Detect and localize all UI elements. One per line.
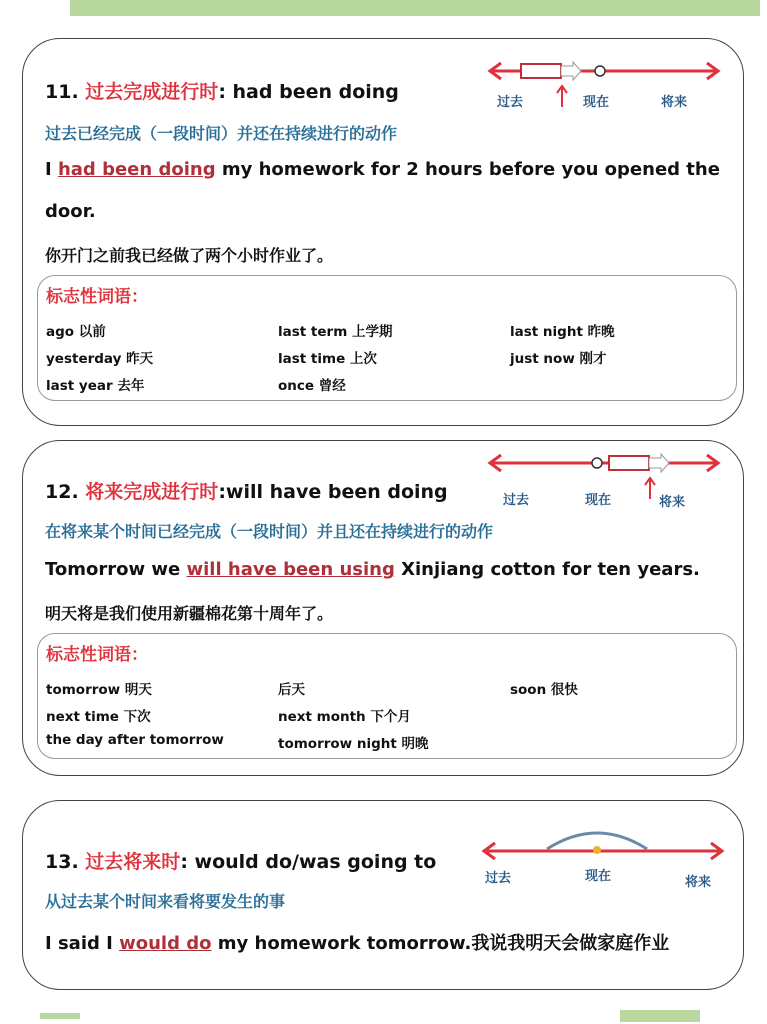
tense-description: 在将来某个时间已经完成（一段时间）并且还在持续进行的动作 [45, 522, 494, 541]
up-arrow-icon [553, 83, 573, 109]
keyword: soon 很快 [510, 682, 578, 698]
example-pre: Tomorrow we [45, 559, 187, 580]
section-title [45, 477, 448, 504]
decorative-green-band [70, 0, 760, 16]
tense-name: 将来完成进行时 [85, 481, 219, 503]
timeline-future: 将来 [659, 495, 686, 510]
timeline-arrow-icon [485, 57, 725, 87]
tense-formula: : would do/was going to [180, 851, 437, 873]
keyword: last term 上学期 [278, 324, 393, 340]
timeline-arc-icon [479, 821, 729, 861]
keyword: once 曾经 [278, 378, 346, 394]
example-highlight: had been doing [57, 159, 216, 180]
timeline-diagram [479, 821, 729, 891]
keyword: next month 下个月 [278, 709, 411, 725]
keyword: tomorrow 明天 [46, 682, 152, 698]
tense-name: 过去完成进行时 [85, 81, 219, 103]
tense-description: 过去已经完成（一段时间）并还在持续进行的动作 [45, 124, 398, 143]
timeline-now: 现在 [585, 493, 612, 508]
section-title [45, 77, 399, 104]
example-highlight: will have been using [186, 559, 395, 580]
tense-description: 从过去某个时间来看将要发生的事 [45, 892, 286, 911]
keyword: yesterday 昨天 [46, 351, 154, 367]
decorative-green-mark [620, 1010, 700, 1022]
timeline-past: 过去 [485, 871, 512, 886]
keywords-box [37, 633, 737, 759]
example-pre: I [45, 159, 58, 180]
example-sentence-line2: door. [45, 201, 96, 222]
example-sentence [45, 159, 720, 180]
section-title [45, 847, 436, 874]
section-12-card [22, 440, 744, 776]
keyword: last night 昨晚 [510, 324, 615, 340]
example-sentence [45, 929, 669, 955]
tense-formula: :will have been doing [218, 481, 448, 503]
keyword: last year 去年 [46, 378, 145, 394]
keyword: last time 上次 [278, 351, 377, 367]
section-13-card [22, 800, 744, 990]
section-11-card [22, 38, 744, 426]
keyword: tomorrow night 明晚 [278, 736, 429, 752]
timeline-past: 过去 [497, 95, 524, 110]
example-post: my homework for 2 hours before you opened the [215, 159, 720, 180]
example-cn: 我说我明天会做家庭作业 [471, 933, 670, 954]
section-number: 12. [45, 481, 79, 503]
timeline-diagram [485, 57, 725, 113]
example-post: my homework tomorrow. [211, 933, 472, 954]
tense-name: 过去将来时 [85, 851, 181, 873]
example-post: Xinjiang cotton for ten years. [394, 559, 700, 580]
timeline-now: 现在 [583, 95, 610, 110]
section-number: 11. [45, 81, 79, 103]
decorative-green-mark [40, 1013, 80, 1019]
keywords-title: 标志性词语： [46, 287, 148, 307]
example-pre: I said I [45, 933, 120, 954]
timeline-future: 将来 [661, 95, 688, 110]
translation: 明天将是我们使用新疆棉花第十周年了。 [45, 604, 334, 623]
timeline-diagram [485, 449, 725, 509]
timeline-future: 将来 [685, 875, 712, 890]
example-sentence [45, 559, 700, 580]
keyword: ago 以前 [46, 324, 106, 340]
keyword: 后天 [278, 682, 305, 698]
example-highlight: would do [119, 933, 212, 954]
timeline-past: 过去 [503, 493, 530, 508]
keywords-title: 标志性词语： [46, 645, 148, 665]
keyword: just now 刚才 [510, 351, 607, 367]
timeline-arrow-icon [485, 449, 725, 479]
keywords-box [37, 275, 737, 401]
keyword: next time 下次 [46, 709, 151, 725]
section-number: 13. [45, 851, 79, 873]
tense-formula: : had been doing [218, 81, 399, 103]
keyword: the day after tomorrow [46, 732, 224, 748]
up-arrow-icon [641, 475, 661, 501]
translation: 你开门之前我已经做了两个小时作业了。 [45, 246, 334, 265]
timeline-now: 现在 [585, 869, 612, 884]
